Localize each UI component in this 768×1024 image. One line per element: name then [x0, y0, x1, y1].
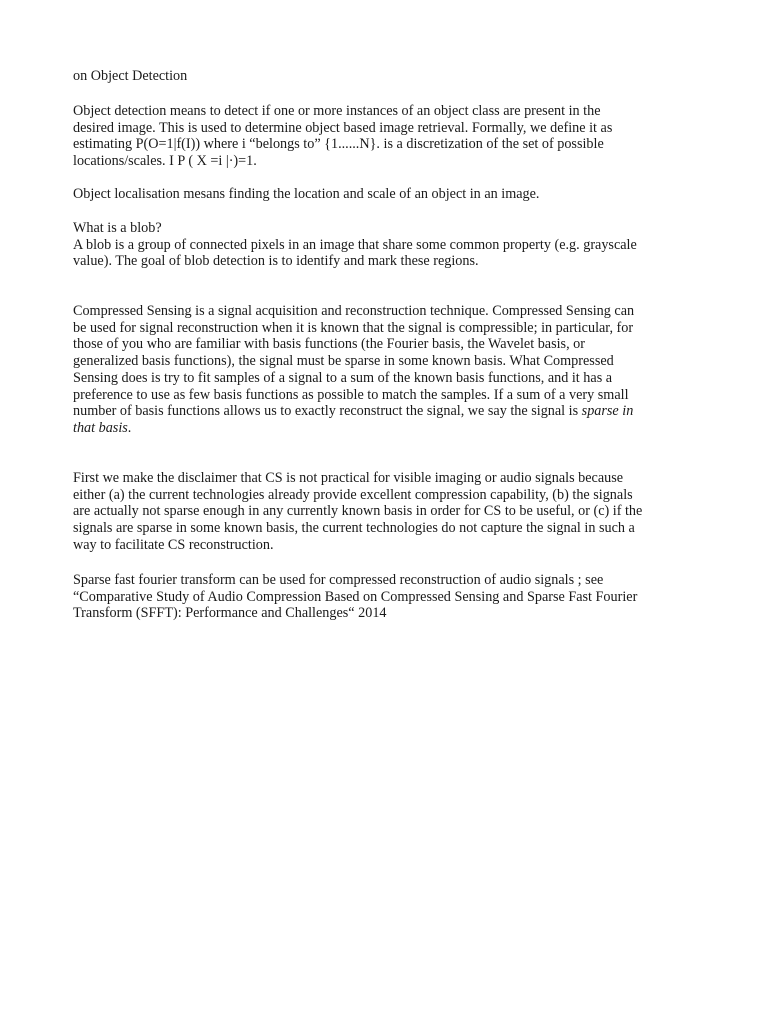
paragraph-compressed-sensing-text: Compressed Sensing is a signal acquisition and reconstruction technique. Compressed Sensing can be used for signal reconstruction when it is known that the signal is compressible; in particular, for those of you who are familiar with basis functions (the Fourier basis, the Wavelet basis, or generalized basis functions), the signal must be sparse in some known basis. What Compressed Sensing does is try to fit samples of a signal to a sum of the known basis functions, and it has a preference to use as few basis functions as possible to match the samples. If a sum of a very small number of basis functions allows us to exactly reconstruct the signal, we say the signal is	[73, 303, 635, 420]
paragraph-sparse-fft: Sparse fast fourier transform can be used for compressed reconstruction of audio signals ; see “Comparative Study of Audio Compression Based on Compressed Sensing and Sparse Fast Fourier Transform (SFFT): Performance and Challenges“ 2014	[73, 572, 638, 622]
paragraph-blob: What is a blob? A blob is a group of connected pixels in an image that share some common property (e.g. grayscale value). The goal of blob detection is to identify and mark these regions.	[73, 220, 637, 270]
emphasis-sparse-in-that-basis: sparse in that basis	[73, 403, 634, 436]
paragraph-disclaimer: First we make the disclaimer that CS is not practical for visible imaging or audio signals because either (a) the current technologies already provide excellent compression capability, (b) the signals are actually not sparse enough in any currently known basis in order for CS to be useful, or (c) if the signals are sparse in some known basis, the current technologies do not capture the signal in such a way to facilitate CS reconstruction.	[73, 470, 643, 553]
paragraph-compressed-sensing-end: .	[127, 419, 132, 436]
paragraph-object-detection: Object detection means to detect if one or more instances of an object class are present in the desired image. This is used to determine object based image retrieval. Formally, we define it as estimating P(O=1|f(I)) where i “belongs to” {1......N}. is a discretization of the set of possible locations/scales. I P ( X =i |·)=1.	[73, 103, 613, 170]
paragraph-compressed-sensing	[73, 303, 713, 437]
paragraph-object-localisation: Object localisation mesans finding the location and scale of an object in an image.	[73, 186, 540, 202]
document-title: on Object Detection	[73, 68, 188, 84]
